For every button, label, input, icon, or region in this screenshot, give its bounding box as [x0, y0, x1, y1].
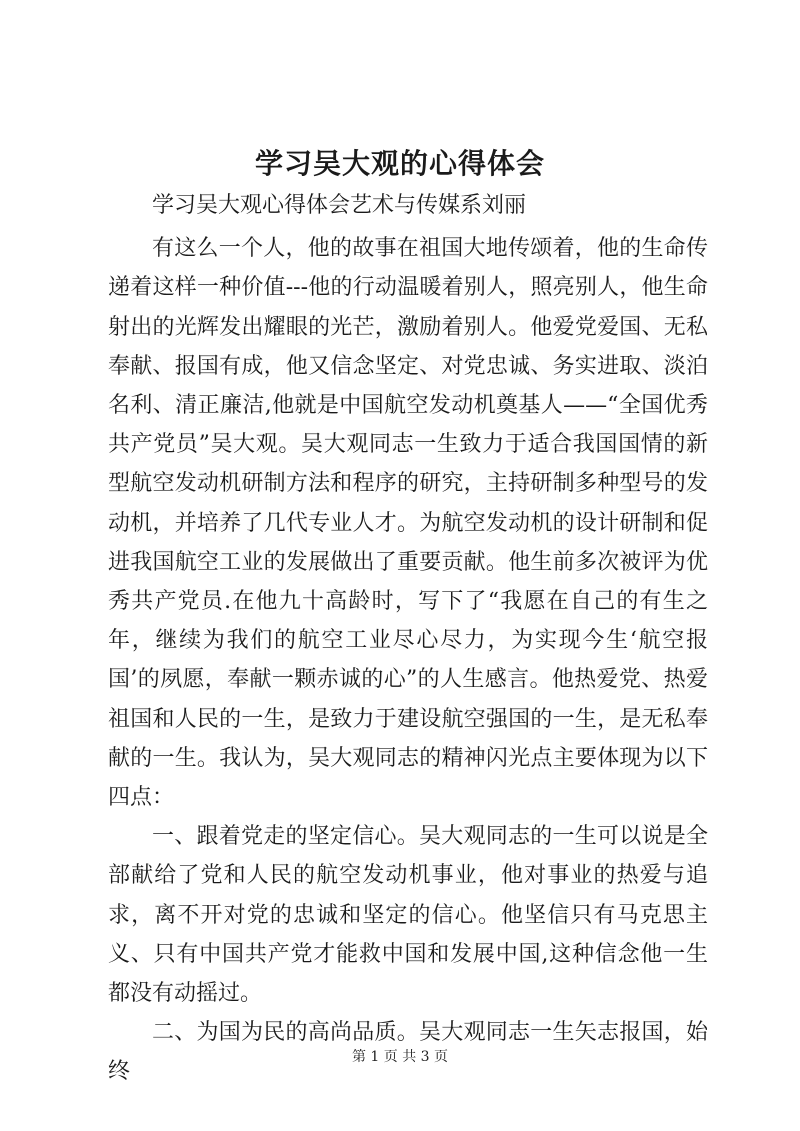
paragraph-intro: 有这么一个人，他的故事在祖国大地传颂着，他的生命传递着这样一种价值---他的行动温暖着别人，照亮别人，他生命射出的光辉发出耀眼的光芒，激励着别人。他爱党爱国、无私奉献、报国有成，他又信念坚定、对党忠诚、务实进取、淡泊名利、清正廉洁,他就是中国航空发动机奠基人——“全国优秀共产党员”吴大观。吴大观同志一生致力于适合我国国情的新型航空发动机研制方法和程序的研究，主持研制多种型号的发动机，并培养了几代专业人才。为航空发动机的设计研制和促进我国航空工业的发展做出了重要贡献。他生前多次被评为优秀共产党员.在他九十高龄时，写下了“我愿在自己的有生之年，继续为我们的航空工业尽心尽力，为实现今生‘航空报国’的夙愿，奉献一颗赤诚的心”的人生感言。他热爱党、热爱祖国和人民的一生，是致力于建设航空强国的一生，是无私奉献的一生。我认为，吴大观同志的精神闪光点主要体现为以下四点：	[108, 236, 708, 811]
document-body	[108, 186, 708, 1092]
document-title: 学习吴大观的心得体会	[254, 147, 545, 180]
page-footer: 第 1 页 共 3 页	[351, 1049, 449, 1065]
paragraph-point-two: 二、为国为民的高尚品质。吴大观同志一生矢志报国，始终	[108, 1020, 708, 1085]
paragraph-subtitle: 学习吴大观心得体会艺术与传媒系刘丽	[152, 193, 527, 218]
paragraph-point-one: 一、跟着党走的坚定信心。吴大观同志的一生可以说是全部献给了党和人民的航空发动机事业，他对事业的热爱与追求，离不开对党的忠诚和坚定的信心。他坚信只有马克思主义、只有中国共产党才能救中国和发展中国,这种信念他一生都没有动摇过。	[108, 824, 708, 1007]
